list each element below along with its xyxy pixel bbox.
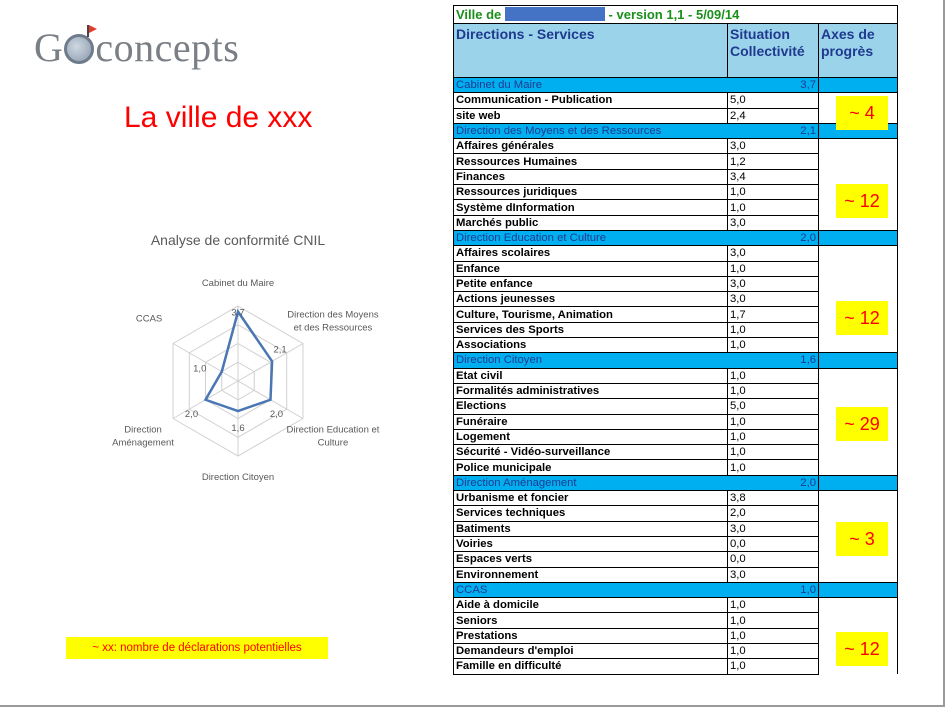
redacted-name: [505, 7, 605, 21]
section-axis-cell: [819, 78, 898, 93]
service-score: 1,0: [728, 185, 819, 200]
service-score: 1,0: [728, 445, 819, 460]
service-name: Aide à domicile: [454, 598, 728, 613]
service-score: 1,0: [728, 322, 819, 337]
section-row: [454, 230, 898, 245]
goconcepts-logo: G concepts: [34, 25, 240, 70]
declaration-badge: ~ 3: [836, 522, 888, 556]
header-situation: Situation Collectivité: [728, 24, 819, 78]
service-score: 3,0: [728, 521, 819, 536]
section-cell: Direction Aménagement 2,0: [454, 475, 819, 490]
service-row: [454, 368, 898, 383]
category-label: Cabinet du Maire: [201, 278, 275, 289]
service-name: Voiries: [454, 536, 728, 551]
service-row: [454, 215, 898, 230]
axis-cell: [819, 276, 898, 291]
service-name: Actions jeunesses: [454, 292, 728, 307]
service-name: Batiments: [454, 521, 728, 536]
service-row: [454, 108, 898, 123]
service-name: Services des Sports: [454, 322, 728, 337]
service-score: 3,8: [728, 491, 819, 506]
service-name: Enfance: [454, 261, 728, 276]
service-name: Communication - Publication: [454, 93, 728, 108]
service-row: [454, 628, 898, 643]
service-score: 1,0: [728, 643, 819, 658]
service-score: 1,0: [728, 414, 819, 429]
version-row: [454, 6, 898, 24]
value-label: 2,0: [184, 408, 199, 420]
service-score: 1,0: [728, 659, 819, 674]
declaration-badge: ~ 4: [836, 96, 888, 130]
service-name: Sécurité - Vidéo-surveillance: [454, 445, 728, 460]
service-row: [454, 322, 898, 337]
axis-cell: [819, 154, 898, 169]
service-row: [454, 338, 898, 353]
service-score: 0,0: [728, 536, 819, 551]
axis-cell: [819, 246, 898, 261]
service-row: [454, 246, 898, 261]
section-row: [454, 475, 898, 490]
value-label: 1,6: [231, 423, 245, 434]
header-axes: Axes de progrès: [819, 24, 898, 78]
service-row: [454, 93, 898, 108]
service-score: 1,0: [728, 261, 819, 276]
service-row: [454, 460, 898, 475]
section-cell: Direction Education et Culture 2,0: [454, 230, 819, 245]
declaration-badge: ~ 12: [836, 632, 888, 666]
service-name: Ressources juridiques: [454, 185, 728, 200]
service-score: 2,0: [728, 506, 819, 521]
service-name: Urbanisme et foncier: [454, 491, 728, 506]
section-row: [454, 123, 898, 138]
service-name: Formalités administratives: [454, 383, 728, 398]
axis-cell: [819, 567, 898, 582]
service-row: [454, 292, 898, 307]
value-label: 2,0: [269, 408, 284, 420]
axis-cell: [819, 261, 898, 276]
section-cell: Cabinet du Maire 3,7: [454, 78, 819, 93]
declaration-badge: ~ 29: [836, 407, 888, 441]
service-name: Finances: [454, 169, 728, 184]
service-row: [454, 613, 898, 628]
service-score: 3,0: [728, 246, 819, 261]
section-axis-cell: [819, 230, 898, 245]
section-row: [454, 582, 898, 597]
service-score: 1,2: [728, 154, 819, 169]
service-score: 3,0: [728, 139, 819, 154]
service-score: 1,0: [728, 429, 819, 444]
service-row: [454, 506, 898, 521]
service-name: Affaires générales: [454, 139, 728, 154]
service-name: Petite enfance: [454, 276, 728, 291]
service-score: 1,0: [728, 613, 819, 628]
service-score: 1,0: [728, 628, 819, 643]
service-name: Services techniques: [454, 506, 728, 521]
service-score: 1,0: [728, 338, 819, 353]
legend-note: ~ xx: nombre de déclarations potentielles: [66, 637, 328, 659]
service-row: [454, 567, 898, 582]
service-name: Famille en difficulté: [454, 659, 728, 674]
axis-cell: [819, 139, 898, 154]
value-label: 3,7: [231, 307, 245, 319]
header-directions: Directions - Services: [454, 24, 728, 78]
declaration-badge: ~ 12: [836, 301, 888, 335]
service-score: 3,4: [728, 169, 819, 184]
value-label: 1,0: [193, 363, 207, 375]
service-name: site web: [454, 108, 728, 123]
category-label: Direction des Moyens et des Ressources: [287, 309, 379, 334]
service-score: 1,0: [728, 368, 819, 383]
service-row: [454, 261, 898, 276]
service-row: [454, 154, 898, 169]
service-row: [454, 399, 898, 414]
axis-cell: [819, 445, 898, 460]
axis-cell: [819, 598, 898, 613]
service-score: 2,4: [728, 108, 819, 123]
service-score: 1,0: [728, 460, 819, 475]
service-row: [454, 598, 898, 613]
service-name: Associations: [454, 338, 728, 353]
radar-chart: [0, 225, 440, 485]
service-name: Affaires scolaires: [454, 246, 728, 261]
service-name: Funéraire: [454, 414, 728, 429]
axis-cell: [819, 506, 898, 521]
service-name: Police municipale: [454, 460, 728, 475]
service-name: Prestations: [454, 628, 728, 643]
axis-cell: [819, 460, 898, 475]
section-cell: Direction Citoyen 1,6: [454, 353, 819, 368]
service-name: Marchés public: [454, 215, 728, 230]
service-name: Logement: [454, 429, 728, 444]
section-axis-cell: [819, 582, 898, 597]
service-row: [454, 307, 898, 322]
service-name: Culture, Tourisme, Animation: [454, 307, 728, 322]
service-name: Etat civil: [454, 368, 728, 383]
header-row: [454, 24, 898, 78]
service-score: 3,0: [728, 567, 819, 582]
service-row: [454, 659, 898, 674]
service-score: 1,0: [728, 200, 819, 215]
chart-title: Analyse de conformité CNIL: [150, 232, 326, 248]
section-axis-cell: [819, 353, 898, 368]
service-row: [454, 643, 898, 658]
axis-cell: [819, 338, 898, 353]
service-row: [454, 276, 898, 291]
category-label: CCAS: [135, 313, 163, 325]
service-row: [454, 491, 898, 506]
section-axis-cell: [819, 475, 898, 490]
service-row: [454, 200, 898, 215]
series-line: [206, 312, 273, 411]
service-row: [454, 414, 898, 429]
service-row: [454, 429, 898, 444]
service-name: Ressources Humaines: [454, 154, 728, 169]
service-score: 5,0: [728, 93, 819, 108]
service-row: [454, 445, 898, 460]
section-cell: CCAS 1,0: [454, 582, 819, 597]
service-score: 3,0: [728, 292, 819, 307]
version-cell: Ville de - version 1,1 - 5/09/14: [454, 6, 898, 24]
service-row: [454, 521, 898, 536]
services-table: [453, 5, 897, 675]
value-label: 2,1: [273, 344, 287, 356]
flag-icon: [87, 25, 89, 37]
page-title: La ville de xxx: [124, 101, 313, 134]
service-name: Elections: [454, 399, 728, 414]
service-row: [454, 185, 898, 200]
service-score: 1,0: [728, 383, 819, 398]
service-row: [454, 552, 898, 567]
service-name: Espaces verts: [454, 552, 728, 567]
service-row: [454, 139, 898, 154]
globe-icon: [64, 34, 94, 64]
service-score: 5,0: [728, 399, 819, 414]
section-cell: Direction des Moyens et des Ressources 2,1: [454, 123, 819, 138]
axis-cell: [819, 169, 898, 184]
service-row: [454, 383, 898, 398]
axis-cell: [819, 383, 898, 398]
service-name: Environnement: [454, 567, 728, 582]
axis-cell: [819, 368, 898, 383]
service-row: [454, 536, 898, 551]
service-score: 0,0: [728, 552, 819, 567]
category-label: Direction Citoyen: [201, 472, 275, 483]
section-row: [454, 78, 898, 93]
axis-cell: [819, 491, 898, 506]
service-score: 3,0: [728, 215, 819, 230]
declaration-badge: ~ 12: [836, 184, 888, 218]
category-label: Direction Education et Culture: [286, 424, 380, 449]
service-name: Seniors: [454, 613, 728, 628]
service-name: Demandeurs d'emploi: [454, 643, 728, 658]
service-score: 1,7: [728, 307, 819, 322]
service-name: Système dInformation: [454, 200, 728, 215]
category-label: Direction Aménagement: [112, 424, 174, 449]
service-row: [454, 169, 898, 184]
axis-cell: [819, 613, 898, 628]
service-score: 1,0: [728, 598, 819, 613]
section-row: [454, 353, 898, 368]
service-score: 3,0: [728, 276, 819, 291]
